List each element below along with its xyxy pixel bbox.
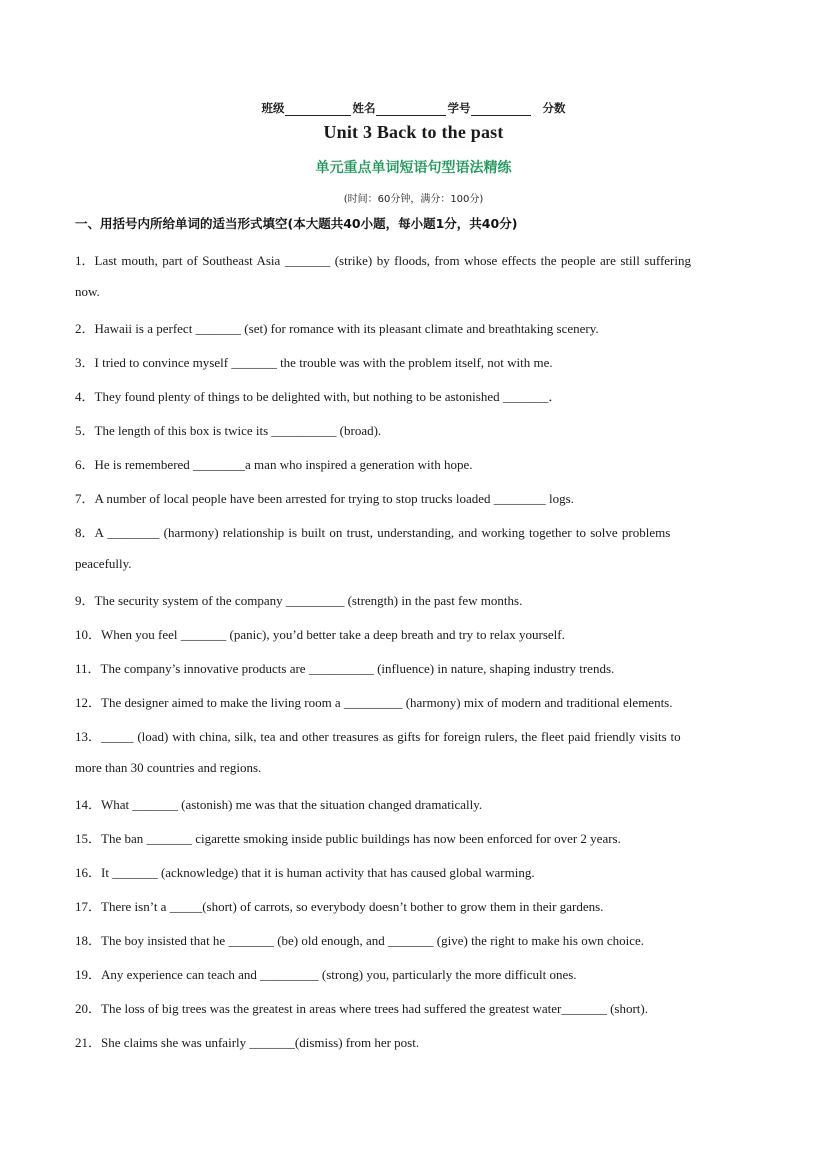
question-line: 7．A number of local people have been arrested for trying to stop trucks loaded ________ logs. xyxy=(75,491,574,506)
question-line: 16．It _______ (acknowledge) that it is human activity that has caused global warming. xyxy=(75,865,535,880)
question-line: 2．Hawaii is a perfect _______ (set) for romance with its pleasant climate and breathtaking scenery. xyxy=(75,321,599,336)
student-id-blank[interactable] xyxy=(471,103,531,116)
question-line: 1．Last mouth, part of Southeast Asia _______ (strike) by floods, from whose effects the people are still suffering xyxy=(75,253,691,268)
question-line: 20．The loss of big trees was the greatest in areas where trees had suffered the greatest water_______ (short). xyxy=(75,1001,649,1016)
name-blank[interactable] xyxy=(376,103,446,116)
score-label: 分数 xyxy=(542,101,566,115)
class-blank[interactable] xyxy=(285,103,351,116)
question-line: 3．I tried to convince myself _______ the trouble was with the problem itself, not with me. xyxy=(75,355,553,370)
question-line: 5．The length of this box is twice its __________ (broad). xyxy=(75,423,382,438)
question-line: more than 30 countries and regions. xyxy=(75,760,262,775)
question-line: 10．When you feel _______ (panic), you’d better take a deep breath and try to relax yourself. xyxy=(75,627,565,642)
name-label: 姓名 xyxy=(352,101,376,115)
question-line: 8．A ________ (harmony) relationship is built on trust, understanding, and working together to solve problems xyxy=(75,525,671,540)
question-line: peacefully. xyxy=(75,556,132,571)
class-label: 班级 xyxy=(261,101,285,115)
question-line: 15．The ban _______ cigarette smoking inside public buildings has now been enforced for over 2 years. xyxy=(75,831,621,846)
time-info: (时间：60分钟，满分：100分) xyxy=(343,194,484,205)
question-line: 9．The security system of the company _________ (strength) in the past few months. xyxy=(75,593,523,608)
section-heading: 一、用括号内所给单词的适当形式填空(本大题共40小题，每小题1分，共40分) xyxy=(75,216,518,231)
question-line: 18．The boy insisted that he _______ (be) old enough, and _______ (give) the right to make his own choice. xyxy=(75,933,644,948)
question-line: 12．The designer aimed to make the living room a _________ (harmony) mix of modern and traditional elements. xyxy=(75,695,673,710)
question-line: 17．There isn’t a _____(short) of carrots, so everybody doesn’t bother to grow them in their gardens. xyxy=(75,899,604,914)
student-id-label: 学号 xyxy=(447,101,471,115)
question-line: 14．What _______ (astonish) me was that the situation changed dramatically. xyxy=(75,797,483,812)
page-subtitle: 单元重点单词短语句型语法精练 xyxy=(315,160,512,176)
question-line: now. xyxy=(75,284,100,299)
question-line: 13．_____ (load) with china, silk, tea and other treasures as gifts for foreign rulers, the fleet paid friendly visits to xyxy=(75,729,681,744)
question-line: 4．They found plenty of things to be delighted with, but nothing to be astonished _______． xyxy=(75,389,562,404)
question-line: 21．She claims she was unfairly _______(dismiss) from her post. xyxy=(75,1035,420,1050)
question-line: 11．The company’s innovative products are __________ (influence) in nature, shaping industry trends. xyxy=(75,661,615,676)
question-line: 19．Any experience can teach and _________ (strong) you, particularly the more difficult ones. xyxy=(75,967,577,982)
student-info-header xyxy=(0,100,827,116)
page-title: Unit 3 Back to the past xyxy=(323,122,504,142)
question-line: 6．He is remembered ________a man who inspired a generation with hope. xyxy=(75,457,473,472)
